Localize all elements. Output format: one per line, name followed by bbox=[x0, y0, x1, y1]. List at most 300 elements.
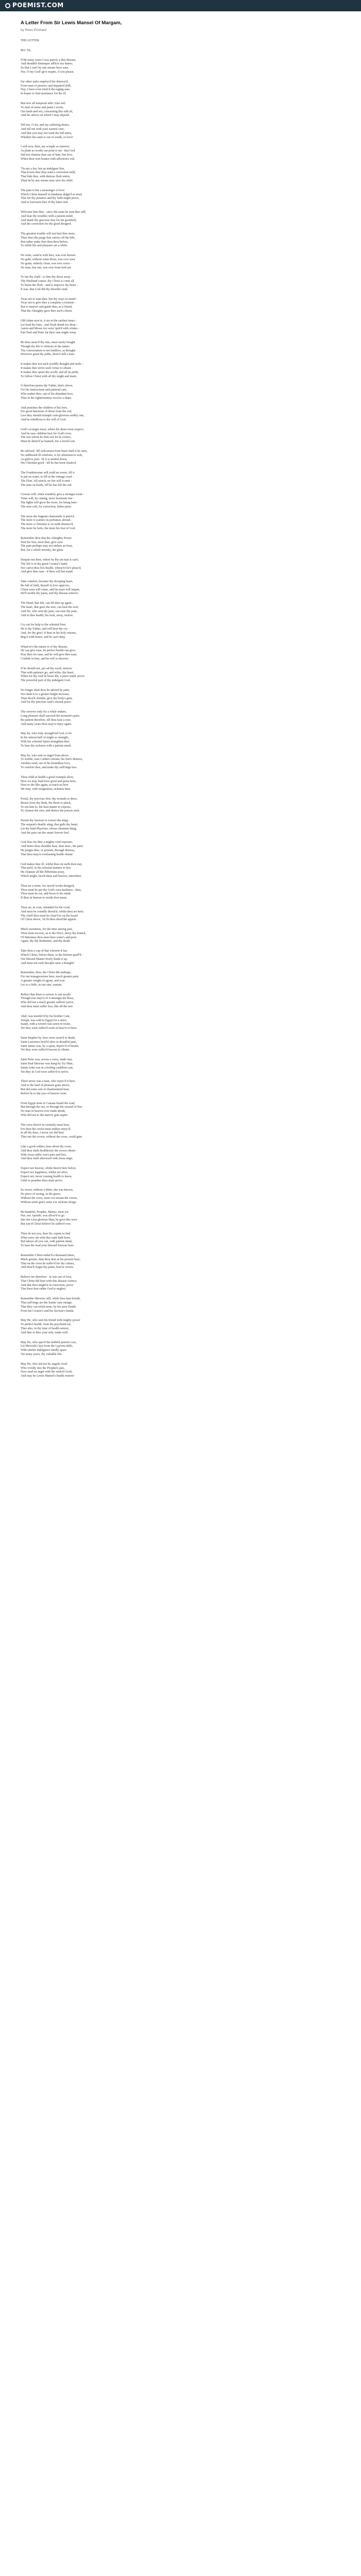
poem-stanza bbox=[21, 580, 361, 596]
poem-line: In all thy days, I never yet did hear bbox=[21, 1131, 64, 1135]
poem-line: His Christian good - till he has been cleans'd. bbox=[21, 462, 77, 465]
poem-line: Yet many years, thy valuable life. bbox=[21, 1353, 62, 1357]
poem-line: Confide in him, and he will so deceive. bbox=[21, 657, 70, 661]
poem-line: There never was a man, who rejoic'd it here, bbox=[21, 1080, 76, 1083]
poem-line: Crosses will, when sounded, give a stronger scent - bbox=[21, 493, 84, 497]
poem-line: Without the cross, none e'er mount the crown, bbox=[21, 1196, 78, 1200]
poem-line: Did not chastise thee out of hate, but love, bbox=[21, 153, 73, 157]
poem-line: For our transgressions here, much greater pain; bbox=[21, 975, 79, 979]
poem-line: Who did not a much greater sufferer prove, bbox=[21, 1001, 74, 1005]
poem-stanza bbox=[21, 1254, 361, 1270]
poem-line: Thy life is in thy great Creator's hand; bbox=[21, 562, 68, 566]
poem-body bbox=[0, 32, 361, 1379]
poem-stanza bbox=[21, 1102, 361, 1118]
poem-line: Is put on water, to fill in the vintage cruel - bbox=[21, 475, 74, 479]
poem-line: And tell me with your earnest cure; bbox=[21, 127, 64, 131]
poem-line: The more the fragrant chamomile is prest'd, bbox=[21, 515, 75, 518]
poem-stanza bbox=[21, 689, 361, 705]
poem-stanza bbox=[21, 80, 361, 96]
poem-line: Of bitterness thou must here some's and pour bbox=[21, 936, 77, 939]
poem-line: Portal, thy precious Sire, thy wounds to dress, bbox=[21, 797, 78, 801]
poem-line: And He, who sent thy pain, can ease thy pain, bbox=[21, 609, 77, 613]
poem-line: Who makes thee, out of his abundant love, bbox=[21, 393, 74, 396]
poem-line: It was, that God did thy disorder send. bbox=[21, 287, 68, 291]
poem-stanza bbox=[21, 1145, 361, 1161]
poem-line: No man in heaven ever made abode, bbox=[21, 1110, 66, 1113]
poem-line: Who did not to the narrow gate aspire. bbox=[21, 1113, 69, 1117]
poem-line: Much greater, than thou dost at the present bear; bbox=[21, 1258, 80, 1261]
poem-line: Than he by any means may save his child. bbox=[21, 179, 73, 182]
poem-line: The Hand, that felt, can lift thee up again - bbox=[21, 602, 74, 605]
poem-line: Like a good soldier, bear about thy cross, bbox=[21, 1145, 72, 1148]
poem-line: Let Merciah's lays from the Lyp'erta dells, bbox=[21, 1345, 73, 1348]
poem-line: Expect not heaven, whilst thou'rt here below, bbox=[21, 1167, 76, 1171]
poem-line: With Jesus suffer erst's pain and loss, bbox=[21, 1153, 67, 1157]
poem-stanza bbox=[21, 428, 361, 444]
poem-line: We may, with resignation, sickness bear. bbox=[21, 788, 71, 791]
poem-line: No piece of saving, as the grave, bbox=[21, 1193, 61, 1196]
poem-line: When for thy soul he bears the, a purer mind. prove bbox=[21, 675, 85, 679]
poem-line: The man on Earth, 'till he has felt the rod. bbox=[21, 483, 72, 487]
poem-line: That peril, in the celestial manses to lees bbox=[21, 867, 71, 870]
poem-stanza bbox=[21, 1015, 361, 1031]
site-logo-text: POEMIST.COM bbox=[12, 2, 64, 9]
poem-line: And thou shalt doubtlessly the crown obtain - bbox=[21, 1149, 77, 1153]
poem-line: That bids thee, with dutious flesh entire, bbox=[21, 175, 71, 179]
poem-line: Cry out for help to the celestial Peer; bbox=[21, 623, 67, 627]
poem-stanza bbox=[21, 623, 361, 639]
poem-stanza bbox=[21, 102, 361, 118]
poem-line: From his Creator's and his Saviour's hands. bbox=[21, 1309, 74, 1313]
poem-stanza bbox=[21, 1232, 361, 1248]
poem-line: 'Tis not a foe, but an indulgent Sire, bbox=[21, 167, 65, 171]
poem-stanza bbox=[21, 145, 361, 161]
poem-line: To follow Christ with all thy might and main. bbox=[21, 375, 77, 378]
poem-stanza bbox=[21, 906, 361, 922]
poem-stanza bbox=[21, 1189, 361, 1205]
poem-line: But now all temporal aids! Alas fail; bbox=[21, 101, 66, 105]
poem-line: Nor shalt it to a greater height increase; bbox=[21, 692, 70, 696]
poem-line: That one the crown, without the cross, could gain. bbox=[21, 1136, 83, 1139]
poem-line: The heart, that gave the sore, can heal the sore; bbox=[21, 606, 79, 609]
poem-line: And may be Lewis Mansel's health restore! bbox=[21, 1375, 75, 1378]
site-logo[interactable] bbox=[5, 2, 64, 9]
poem-line: Thou art a stone, for sacred works design'd, bbox=[21, 884, 75, 888]
poem-line: O therefore praise thy Father, that's above, bbox=[21, 384, 73, 388]
poem-line: That for thy penance and thy faith might prove, bbox=[21, 197, 79, 200]
poem-stanza bbox=[21, 1124, 361, 1140]
poem-line: Our lamb and wit, concerning this odd ail, bbox=[21, 110, 73, 113]
poem-line: And better thou shouldst bear, than miss', the pain: bbox=[21, 845, 84, 849]
poem-line: No man, but one, was ever from frail sin. bbox=[21, 266, 72, 269]
poem-line: Take comfort, because thy drooping heart, bbox=[21, 580, 73, 584]
poem-line: Remember, thou, the Christ did undergo, bbox=[21, 971, 71, 975]
poem-line: He'll soothe thy pains, and thy disease remove. bbox=[21, 592, 79, 596]
poem-line: The rest whom he does not let in correct, bbox=[21, 436, 72, 439]
poem-stanza bbox=[21, 798, 361, 814]
poem-line: But did some sort of chastisement bear, bbox=[21, 1088, 70, 1091]
poem-line: Saint Stephen by Jews were stom'd to death, bbox=[21, 1037, 76, 1040]
poem-line: In his utmost half of might so strength, bbox=[21, 736, 69, 740]
poem-stanza bbox=[21, 1211, 361, 1227]
poem-line: To man of sense and pains I wrote, bbox=[21, 106, 64, 109]
poem-line: No grain, entirely clean, was ever sown - bbox=[21, 262, 72, 265]
poem-stanza bbox=[21, 646, 361, 662]
site-header bbox=[0, 0, 361, 11]
poem-line: It makes thee spurn the world, and all its pride, bbox=[21, 370, 79, 374]
poem-line: The more a Christian is on earth distress'd, bbox=[21, 523, 74, 527]
poem-line: Until to paradise thou shalt arrive. bbox=[21, 1179, 63, 1182]
poem-stanza bbox=[21, 1037, 361, 1053]
poem-line: That thou may'st everlasting health obtain. bbox=[21, 853, 74, 856]
poem-line: And to the land of pleasure gone above, bbox=[21, 1084, 70, 1088]
poem-line: Be advised, 'till welcomest from heart shall it be seen, bbox=[21, 449, 88, 453]
poem-line: May He, who spar'd the faithful patron's son, bbox=[21, 1341, 76, 1344]
poem-line: May He, who fed not by angelic food bbox=[21, 1362, 67, 1366]
poem-line: To bear thy sickness with a patient mind. bbox=[21, 744, 72, 748]
poem-line: To perfect health, from his psychotid sel, bbox=[21, 1323, 72, 1327]
poem-line: To cleanse the sore, and thence the poison suck. bbox=[21, 809, 80, 813]
poem-line: Ere good functions of those from the rod, bbox=[21, 410, 72, 414]
poem-stanza bbox=[21, 732, 361, 748]
poem-line: With similar indulgence kindly spare bbox=[21, 1349, 67, 1352]
poem-line: Let loud his lusts - and Noah drank too deep - bbox=[21, 323, 77, 327]
poem-line: Remember thou that the Almighty Power bbox=[21, 536, 72, 540]
poem-line: Again, thy thy Redeemer, and thy death. bbox=[21, 940, 71, 943]
poem-line: That on the cross he suffer'd for thy crimes, bbox=[21, 1262, 75, 1265]
poem-stanza bbox=[21, 863, 361, 879]
poem-line: He cleanses all the Hibernian away, bbox=[21, 871, 65, 874]
poem-line: Let thy kind Physi'ner, whose chemists thing, bbox=[21, 827, 77, 831]
poem-line: He is thy Father, and will hear thy cry - bbox=[21, 628, 70, 631]
poem-line: May He, who sent his friend with mighty power bbox=[21, 1319, 80, 1323]
poem-line: And be rebellious to the will of God. bbox=[21, 418, 67, 421]
poem-line: And the correction for thy good design'd. bbox=[21, 223, 72, 226]
poem-stanza bbox=[21, 471, 361, 487]
poem-line: And bear thy troubles with a patient mind; bbox=[21, 214, 73, 218]
poem-line: And thou must suffer loss, like all the rest. bbox=[21, 1005, 73, 1009]
poem-line: May he, who truly strength'nd God, to be bbox=[21, 732, 72, 736]
poem-line: The Frankincense will yield no sweet, till it bbox=[21, 471, 75, 475]
poem-line: Nor, O my God! give respite, if you please. bbox=[21, 70, 74, 74]
poem-stanza bbox=[21, 602, 361, 618]
poem-stanza bbox=[21, 928, 361, 944]
poem-line: But rather make thee then thou before, bbox=[21, 240, 69, 244]
poem-line: Pray then for ease, and he will give thee ease; bbox=[21, 653, 77, 657]
poem-line: Remember likewise still, while thou hast breath, bbox=[21, 1297, 80, 1301]
poem-line: Joseph, was sold to Egypt for a slave, bbox=[21, 1019, 68, 1022]
poem-line: Much sweetness, for the time among past, bbox=[21, 928, 73, 931]
poem-stanza bbox=[21, 1276, 361, 1292]
poem-line: And dreadful distemper afflicts my knees; bbox=[21, 62, 73, 66]
poem-line: Whether the same is out of wrath, or love? bbox=[21, 135, 74, 139]
poem-line: And many years thou may'st enjoy again. bbox=[21, 722, 72, 726]
poem-line: For his instructions and paternal care, bbox=[21, 388, 68, 392]
poem-line: From man of practice and impaired skill, bbox=[21, 84, 72, 88]
poem-line: Nor, nor Apostle, was allow'd to go bbox=[21, 1214, 64, 1218]
poem-line: Our blessed Master freely drank it up, bbox=[21, 957, 68, 961]
poem-stanza bbox=[21, 993, 361, 1009]
poem-line: Nay, I have even tried it the raging seas, bbox=[21, 88, 71, 92]
poem-line: Expect not, never rousing health to know, bbox=[21, 1175, 72, 1178]
poem-stanza bbox=[21, 450, 361, 466]
poem-line: Thy sorrows only for a while endure, bbox=[21, 710, 67, 714]
poem-line: Thy greatest trouble will not hurt thee more, bbox=[21, 232, 76, 236]
poem-stanza bbox=[21, 1297, 361, 1313]
poem-author[interactable]: by Rees Prichard bbox=[21, 28, 46, 32]
poem-line: So sweet, without a bitter, she was known, bbox=[21, 1189, 74, 1192]
poem-line: The more he feels, the more his fear of God. bbox=[21, 527, 76, 530]
poem-line: THE LETTER. bbox=[21, 39, 40, 42]
poem-stanza bbox=[21, 971, 361, 987]
poem-line: Sent his Son, most dear, give eyes bbox=[21, 540, 63, 544]
poem-stanza bbox=[21, 189, 361, 205]
poem-line: Vines will, by cutting, more luxuriant rise - bbox=[21, 497, 74, 501]
poem-line: Now send an angel with the wish'd Good, bbox=[21, 1370, 73, 1374]
poem-stanza bbox=[21, 49, 361, 53]
poem-line: No longer shalt thou be adored by pain; bbox=[21, 689, 70, 692]
poem-line: As plain as words can print it out - that God bbox=[21, 149, 75, 153]
poem-line: Lest they should triumph vain-glorious earthly one, bbox=[21, 414, 85, 418]
poem-stanza bbox=[21, 232, 361, 248]
poem-title: A Letter From Sir Lewis Mansel Of Margam, bbox=[21, 20, 122, 26]
poem-stanza bbox=[21, 1319, 361, 1335]
poem-line: And thou shall afterward with Jesus reign. bbox=[21, 1157, 73, 1161]
poem-line: In hopes to find assistance for the ill. bbox=[21, 92, 67, 96]
poem-line: As gold is pure. 'tif it is melted down, bbox=[21, 457, 68, 461]
poem-stanza bbox=[21, 885, 361, 901]
poem-stanza bbox=[21, 819, 361, 835]
poem-stanza bbox=[21, 493, 361, 509]
poem-line: Rev. Sir, bbox=[21, 48, 31, 52]
poem-line: Tell me, O Sir, and my suffering desire, bbox=[21, 124, 70, 127]
poem-line: No unblessed ill comforts, is for whomsoe'er sick, bbox=[21, 453, 83, 457]
poem-line: Thou art, as corn, intended for the Lord, bbox=[21, 906, 71, 909]
poem-line: And to thee health, his look, away, restore. bbox=[21, 614, 74, 617]
poem-line: With his celestial Spirit strengthen thee, bbox=[21, 740, 70, 743]
poem-line: Then do not you, dear Sir, repent to find bbox=[21, 1232, 71, 1235]
poem-line: But Jaw'd Christ believe he suffer'd woe. bbox=[21, 1222, 72, 1226]
poem-line: Though true may'st of it amongst the bless, bbox=[21, 997, 74, 1001]
poem-line: Which might, faced ideas and heaven, intereftere. bbox=[21, 874, 83, 878]
poem-stanza bbox=[21, 776, 361, 792]
poem-line: Welcome him then - since the same he sent thee still, bbox=[21, 210, 86, 214]
poem-line: The men will, for correction, better prize. bbox=[21, 505, 72, 509]
poem-line: And thou'lt forget thy pains, how'er severe. bbox=[21, 1266, 74, 1269]
poem-line: To soothe, ease Caithn's stream, his Son's distress, bbox=[21, 758, 83, 761]
poem-line: Be patient therefore, till thou hast a cure, bbox=[21, 718, 72, 722]
poem-line: Thou must recover, as to the Dove, dewy thy branch, bbox=[21, 931, 87, 935]
logo-circle-icon bbox=[5, 3, 10, 8]
poem-line: And must be soundly thresh'd, whilst thou art here; bbox=[21, 910, 84, 913]
poem-stanza bbox=[21, 39, 361, 43]
poem-line: To burns the flesh - and to improve thy heart - bbox=[21, 284, 78, 287]
poem-line: And his advice on which I may depend. bbox=[21, 114, 70, 117]
poem-line: Be thankful, Prophet, Martyr, meet yet bbox=[21, 1210, 69, 1214]
poem-stanza bbox=[21, 124, 361, 140]
poem-line: Into the Lion glorious Man, he gave this were bbox=[21, 1218, 77, 1222]
poem-line: Thy Husband comes, thy Christ is come all bbox=[21, 280, 74, 283]
poem-line: God does for thee a mighty cord exproms, bbox=[21, 841, 73, 844]
poem-line: Of Christ above, 'ris fit thou shoul'dst appear. bbox=[21, 918, 77, 922]
poem-stanza bbox=[21, 841, 361, 857]
poem-line: And thank thy gracious Sire for his goodwill, bbox=[21, 218, 77, 222]
poem-line: God makes thee ill, whilst thou on earth dost stay, bbox=[21, 862, 83, 866]
poem-line: Let so a little, in our sins, sustain. bbox=[21, 983, 62, 987]
poem-line: Thy conversation is not faultless, as thought. bbox=[21, 349, 76, 352]
poem-line: That with patience go, and wilse, thy heart, bbox=[21, 671, 74, 674]
poem-line: The Flint, 'till struck, no fire will it emit - bbox=[21, 479, 72, 483]
poem-line: Than does the purge that carries off the bile, bbox=[21, 236, 75, 240]
poem-line: FOR many years I was pain'd, a dire disease, bbox=[21, 58, 76, 62]
poem-line: A greater weight of agony, and woe bbox=[21, 979, 65, 983]
poem-line: Dost so the like again, to teach us how bbox=[21, 784, 69, 787]
poem-stanza bbox=[21, 537, 361, 553]
poem-stanza bbox=[21, 1167, 361, 1183]
poem-line: Far other tasks employ'd the distress'd, bbox=[21, 80, 69, 83]
poem-line: Bruise from thy flesh, the thorn to pluck, bbox=[21, 801, 72, 805]
poem-line: Twas not to man thee; but thy ways to mend - bbox=[21, 297, 77, 301]
poem-line: Long pleasure shall succeed the moment's pain; bbox=[21, 715, 80, 718]
poem-line: Remember Christ endur'd a thousand times, bbox=[21, 1253, 75, 1257]
poem-line: To not him lo, the heat matter to express, bbox=[21, 805, 72, 809]
poem-line: Though thy life is virtuous in the name; bbox=[21, 345, 70, 348]
poem-line: From Egypt none to Canaan found the road, bbox=[21, 1101, 75, 1105]
poem-line: The pain perhaps may not endure an hour, bbox=[21, 545, 73, 548]
poem-line: Which Christ, before these, to the bottom quaff'd - bbox=[21, 954, 83, 957]
poem-line: Than thou'lt shrinke, give thy body's gain, bbox=[21, 697, 73, 700]
poem-line: That thou dost rather God to neglect. bbox=[21, 1287, 67, 1291]
poem-line: Reflect that there is sorrow is sad recalls bbox=[21, 993, 71, 996]
poem-line: I will now, then, my scruple so remove; bbox=[21, 145, 70, 149]
poem-line: So that I can't by any means have ease, bbox=[21, 66, 69, 70]
poem-stanza bbox=[21, 1080, 361, 1096]
poem-line: And give thee ease - if thou wilt but stand. bbox=[21, 570, 73, 574]
poem-stanza bbox=[21, 363, 361, 379]
poem-stanza bbox=[21, 254, 361, 270]
poem-line: And punishes the children of his love, bbox=[21, 406, 68, 410]
poem-line: Saint Lawrence broil'd alive in dreadful pain, bbox=[21, 1040, 77, 1044]
poem-stanza bbox=[21, 276, 361, 292]
poem-line: To fan thy chaff - to fine thy dross away - bbox=[21, 276, 72, 279]
poem-line: May he, who sent so angel from above bbox=[21, 754, 69, 757]
poem-line: And thee to thee your sick, make well. bbox=[21, 1331, 69, 1334]
poem-line: God's scourges most, where his dears most respect, bbox=[21, 428, 84, 431]
poem-stanza bbox=[21, 754, 361, 770]
poem-stanza bbox=[21, 515, 361, 531]
poem-line: That Christ did here with this disease correct; bbox=[21, 1279, 77, 1283]
poem-line: If he should not, per ad thy word, remove bbox=[21, 667, 72, 670]
poem-line: Thee also, in thy time of health restore, bbox=[21, 1327, 70, 1331]
poem-line: No wine, canst'st with best, was ever known bbox=[21, 254, 76, 258]
poem-line: Without some grief, none e'er reckons aloigo. bbox=[21, 1200, 77, 1204]
poem-line: Who vividly into the Prophet's pan, bbox=[21, 1366, 65, 1370]
poem-line: But, for a whole eternity, the glass. bbox=[21, 549, 64, 552]
poem-stanza bbox=[21, 211, 361, 227]
poem-line: No gold, without some dross, was ever seen bbox=[21, 258, 75, 262]
poem-line: The lights will grow the more, for being bent - bbox=[21, 501, 78, 504]
poem-line: Isaiah, with a wretch was sawn in twain, bbox=[21, 1023, 71, 1026]
poem-line: Nor can'st thou live health, whene'er he's pleas'd, bbox=[21, 566, 81, 570]
poem-line: It makes thee strive each virtue to obtain - bbox=[21, 367, 73, 370]
poem-line: The serpent's deadly sting, that galls thy heart; bbox=[21, 823, 78, 826]
poem-line: Take thou a cup of that wherein it has bbox=[21, 950, 68, 953]
poem-line: And to forewarn thee of thy latter end. bbox=[21, 201, 69, 205]
poem-line: Be full of faith, thyself in love approve; bbox=[21, 584, 70, 587]
poem-line: However great thy paths, thou'rt still a man. bbox=[21, 353, 75, 357]
poem-line: Ere thou the crown must endure enjoy'd, bbox=[21, 1127, 71, 1131]
poem-line: But to instruct and guide thee, as a friend, bbox=[21, 306, 73, 309]
poem-line: If thou in heaven to reside dost mean. bbox=[21, 896, 68, 900]
poem-line: Saint James was, by a spear, depriv'd of breath, bbox=[21, 1044, 79, 1048]
poem-line: Before he to the joys of heaven went. bbox=[21, 1092, 67, 1095]
poem-line: That suff'rings are the Saints' sure ensign; bbox=[21, 1301, 73, 1305]
poem-line: And the pain out the smart forever feel. bbox=[21, 831, 70, 835]
poem-stanza bbox=[21, 384, 361, 400]
poem-stanza bbox=[21, 406, 361, 422]
poem-line: The cross thou'rt in certainly must bear, bbox=[21, 1123, 70, 1127]
poem-line: Old Adam now'st, it sin in the earliest times - bbox=[21, 319, 77, 323]
poem-line: Expect not happiness, whilst yet alive, bbox=[21, 1171, 69, 1174]
poem-stanza bbox=[21, 950, 361, 965]
poem-line: Despair not then, where by thy sin hast it can't; bbox=[21, 558, 79, 562]
poem-line: Saints John was in a boiling cauldron cast, bbox=[21, 1066, 73, 1070]
poem-line: Thou child in health a good example show, bbox=[21, 775, 74, 779]
poem-line: Which Christ himself in kindness deign'd to send, bbox=[21, 193, 83, 196]
poem-line: And he uses children best for God's love; bbox=[21, 432, 72, 435]
poem-line: What sorry sin with that saint hath been, bbox=[21, 1236, 71, 1240]
poem-line: Thou must be cut, and hewn to his mind, bbox=[21, 892, 71, 896]
poem-line: Thus in his righteousness receive a share. bbox=[21, 396, 72, 400]
poem-line: He can give ease, he perfect health can give; bbox=[21, 649, 76, 653]
poem-stanza bbox=[21, 319, 361, 335]
main-content bbox=[0, 11, 361, 1384]
poem-line: And that thou might'st in correction, prove bbox=[21, 1283, 74, 1287]
poem-line: Twas not to give thee a complete a torment - bbox=[21, 301, 76, 305]
poem-line: Saint Peter was, across a cross, made fast, bbox=[21, 1058, 73, 1062]
poem-line: The pain is but a messenger of love bbox=[21, 189, 65, 192]
poem-stanza bbox=[21, 1058, 361, 1074]
poem-line: To hear the load your blessed Saviour bore. bbox=[21, 1244, 75, 1248]
poem-line: Believe me therefore - in was out of love, bbox=[21, 1276, 72, 1279]
poem-line: Thy chaff thou must be clear'd to on the board bbox=[21, 914, 78, 918]
poem-line: That lovers thee thus send a correction mild, bbox=[21, 171, 76, 175]
poem-line: Another send, out of his boundless love, bbox=[21, 762, 71, 766]
poem-stanza bbox=[21, 710, 361, 726]
poem-stanza bbox=[21, 667, 361, 683]
poem-line: And for thy precious soul's eternal peace. bbox=[21, 701, 72, 704]
poem-line: The more it scatters its perfumes abroad - bbox=[21, 519, 72, 522]
poem-line: Thou must be put thy God's own hardness - then, bbox=[21, 888, 81, 892]
poem-line: Beg it with honor, and he can't deny. bbox=[21, 635, 66, 639]
poem-line: How we may lead lives good and pious here; bbox=[21, 779, 76, 783]
poem-stanza bbox=[21, 298, 361, 314]
poem-line: To relish life and pleasure yet a while. bbox=[21, 244, 68, 248]
poem-line: But through the sea, or through the mound of fire; bbox=[21, 1106, 83, 1109]
poem-line: To comfort thee, and make thy suff'rings less. bbox=[21, 766, 77, 769]
poem-line: That the Almighty gave thee such a thorn. bbox=[21, 310, 73, 313]
poem-line: And that you may not want the full attire, bbox=[21, 131, 72, 135]
poem-line: Yet they in God were suffer'd to arrive. bbox=[21, 1070, 69, 1074]
poem-stanza bbox=[21, 167, 361, 183]
poem-line: Abel, was murder'd by his brother Cain, bbox=[21, 1014, 71, 1018]
poem-line: And must not each disciple taste a draught? bbox=[21, 961, 75, 965]
poem-line: Aaron and Moses too were 'quit'd with crimes - bbox=[21, 327, 79, 331]
poem-stanza bbox=[21, 59, 361, 75]
poem-line: That they can relish none, by his pure Death; bbox=[21, 1305, 76, 1309]
poem-line: Saint Paul likewise was hung by 'b'y Hine, bbox=[21, 1062, 74, 1066]
poem-line: When thou wert beaten with affection's rod. bbox=[21, 157, 75, 161]
